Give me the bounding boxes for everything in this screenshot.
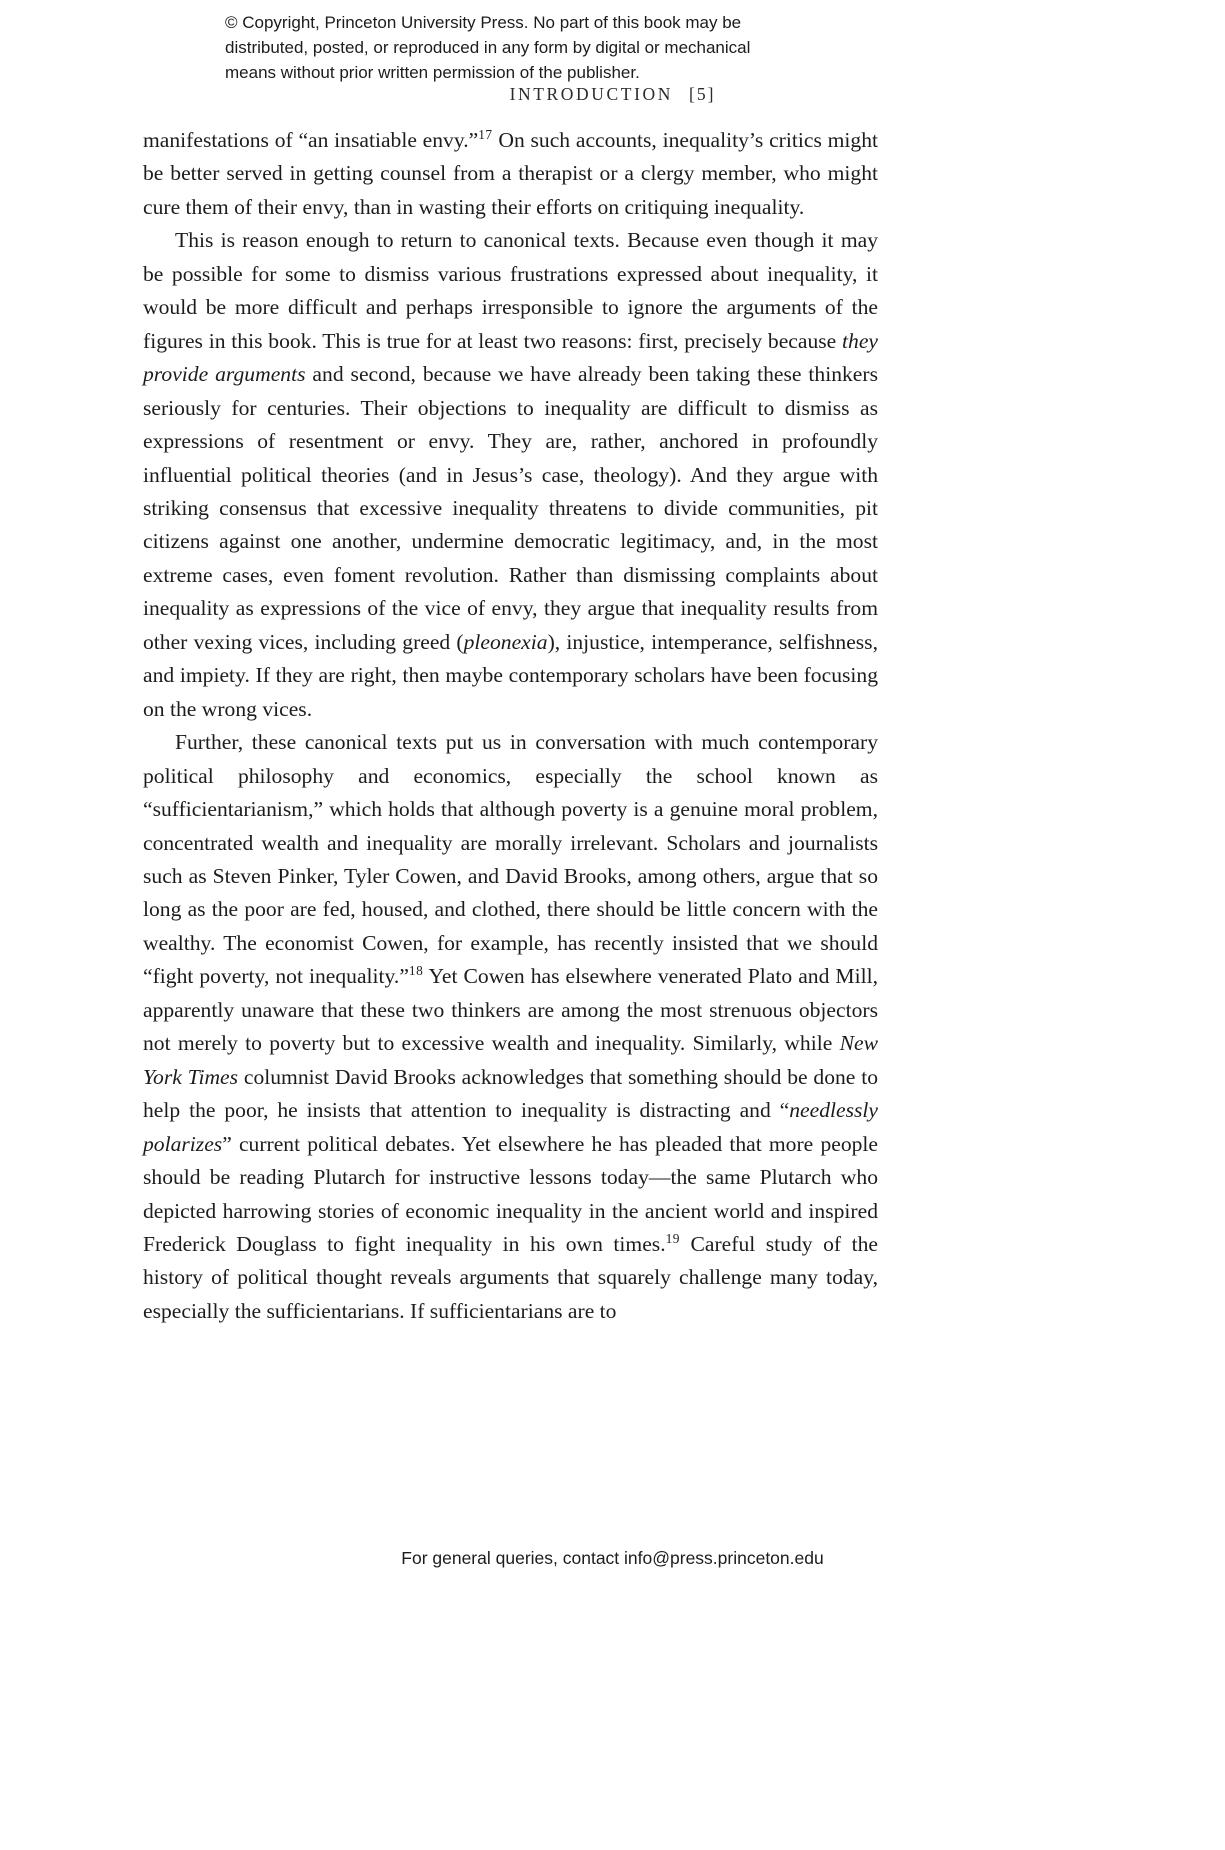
- chapter-title: INTRODUCTION: [509, 84, 673, 104]
- copyright-line: distributed, posted, or reproduced in any form by digital or mechanical: [225, 38, 751, 57]
- copyright-notice: [225, 10, 750, 85]
- body-text: [143, 124, 878, 1328]
- text-run: ” current political debates. Yet elsewhere he has pleaded that more people should be reading Plutarch for instructive lessons today—the same Plutarch who depicted harrowing stories of economic inequality in the ancient world and inspired Frederick Douglass to fight inequality in his own times.: [143, 1131, 878, 1256]
- paragraph: [143, 224, 878, 726]
- text-run: manifestations of “an insatiable envy.”: [143, 128, 479, 152]
- footnote-ref: 19: [665, 1230, 680, 1246]
- footnote-ref: 17: [478, 126, 493, 142]
- paragraph: [143, 726, 878, 1328]
- text-run: This is reason enough to return to canonical texts. Because even though it may be possible for some to dismiss various frustrations expressed about inequality, it would be more difficult and perhaps irresponsible to ignore the arguments of the figures in this book. This is true for at least two reasons: first, precisely because: [143, 228, 878, 353]
- text-run: New York Times: [143, 1031, 878, 1089]
- text-run: they provide arguments: [143, 328, 878, 387]
- copyright-line: © Copyright, Princeton University Press. No part of this book may be: [225, 13, 742, 32]
- text-run: pleonexia: [463, 629, 548, 654]
- text-run: Careful study of the history of political thought reveals arguments that squarely challenge many today, especially the sufficientarians. If sufficientarians are to: [143, 1231, 878, 1323]
- running-head: [0, 84, 1225, 105]
- text-run: Further, these canonical texts put us in conversation with much contemporary political philosophy and economics, especially the school known as “sufficientarianism,” which holds that although poverty is a genuine moral problem, concentrated wealth and inequality are morally irrelevant. Scholars and journalists such as Steven Pinker, Tyler Cowen, and David Brooks, among others, argue that so long as the poor are fed, housed, and clothed, there should be little concern with the wealthy. The economist Cowen, for example, has recently insisted that we should “fight poverty, not inequality.”: [143, 730, 878, 989]
- paragraph: [143, 124, 878, 224]
- text-run: ), injustice, intemperance, selfishness, and impiety. If they are right, then maybe contemporary scholars have been focusing on the wrong vices.: [143, 629, 878, 721]
- page-number: [5]: [689, 84, 716, 104]
- text-run: columnist David Brooks acknowledges that something should be done to help the poor, he insists that attention to inequality is distracting and “: [143, 1064, 879, 1123]
- text-run: needlessly polarizes: [143, 1098, 878, 1156]
- text-run: On such accounts, inequality’s critics might be better served in getting counsel from a therapist or a clergy member, who might cure them of their envy, than in wasting their efforts on critiquing inequality.: [143, 128, 878, 219]
- text-run: and second, because we have already been taking these thinkers seriously for centuries. Their objections to inequality are difficult to dismiss as expressions of resentment or envy. They are, rather, anchored in profoundly influential political theories (and in Jesus’s case, theology). And they argue with striking consensus that excessive inequality threatens to divide communities, pit citizens against one another, undermine democratic legitimacy, and, in the most extreme cases, even foment revolution. Rather than dismissing complaints about inequality as expressions of the vice of envy, they argue that inequality results from other vexing vices, including greed (: [143, 362, 878, 654]
- footer-query-line: For general queries, contact info@press.princeton.edu: [401, 1548, 824, 1568]
- text-run: Yet Cowen has elsewhere venerated Plato and Mill, apparently unaware that these two thinkers are among the most strenuous objectors not merely to poverty but to excessive wealth and inequality. Similarly, while: [143, 964, 878, 1056]
- footnote-ref: 18: [408, 963, 424, 979]
- copyright-line: means without prior written permission of the publisher.: [225, 63, 640, 82]
